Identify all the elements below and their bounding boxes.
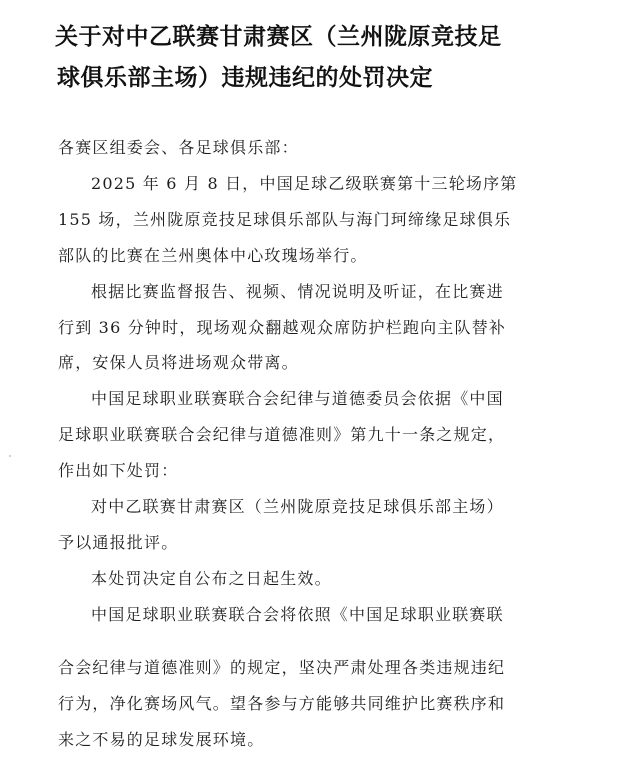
- paragraph-1-line-1: 2025 年 6 月 8 日，中国足球乙级联赛第十三轮场序第: [91, 174, 518, 193]
- paragraph-3-line-1: 中国足球职业联赛联合会纪律与道德委员会依据《中国: [91, 389, 504, 408]
- paragraph-6-line-2: 合会纪律与道德准则》的规定，坚决严肃处理各类违规违纪: [58, 658, 506, 677]
- document-title-line-1: 关于对中乙联赛甘肃赛区（兰州陇原竞技足: [55, 23, 502, 50]
- paragraph-1-line-2: 155 场，兰州陇原竞技足球俱乐部队与海门珂缔缘足球俱乐: [58, 210, 512, 229]
- paragraph-2-line-3: 席，安保人员将进场观众带离。: [58, 353, 299, 372]
- paragraph-5-line-1: 本处罚决定自公布之日起生效。: [91, 569, 332, 588]
- paragraph-6-line-4: 来之不易的足球发展环境。: [58, 730, 265, 749]
- scan-speck: [9, 455, 11, 457]
- paragraph-6-line-3: 行为，净化赛场风气。望各参与方能够共同维护比赛秩序和: [58, 694, 506, 713]
- paragraph-6-line-1: 中国足球职业联赛联合会将依照《中国足球职业联赛联: [91, 605, 504, 624]
- paragraph-4-line-1: 对中乙联赛甘肃赛区（兰州陇原竞技足球俱乐部主场）: [91, 497, 504, 516]
- paragraph-1-line-3: 部队的比赛在兰州奥体中心玫瑰场举行。: [58, 246, 368, 265]
- paragraph-2-line-2: 行到 36 分钟时，现场观众翻越观众席防护栏跑向主队替补: [58, 318, 507, 337]
- paragraph-2-line-1: 根据比赛监督报告、视频、情况说明及听证，在比赛进: [91, 282, 504, 301]
- paragraph-3-line-3: 作出如下处罚：: [58, 461, 179, 480]
- paragraph-3-line-2: 足球职业联赛联合会纪律与道德准则》第九十一条之规定，: [58, 425, 506, 444]
- document-title-line-2: 球俱乐部主场）违规违纪的处罚决定: [57, 64, 433, 91]
- salutation: 各赛区组委会、各足球俱乐部：: [58, 138, 299, 157]
- paragraph-4-line-2: 予以通报批评。: [58, 533, 179, 552]
